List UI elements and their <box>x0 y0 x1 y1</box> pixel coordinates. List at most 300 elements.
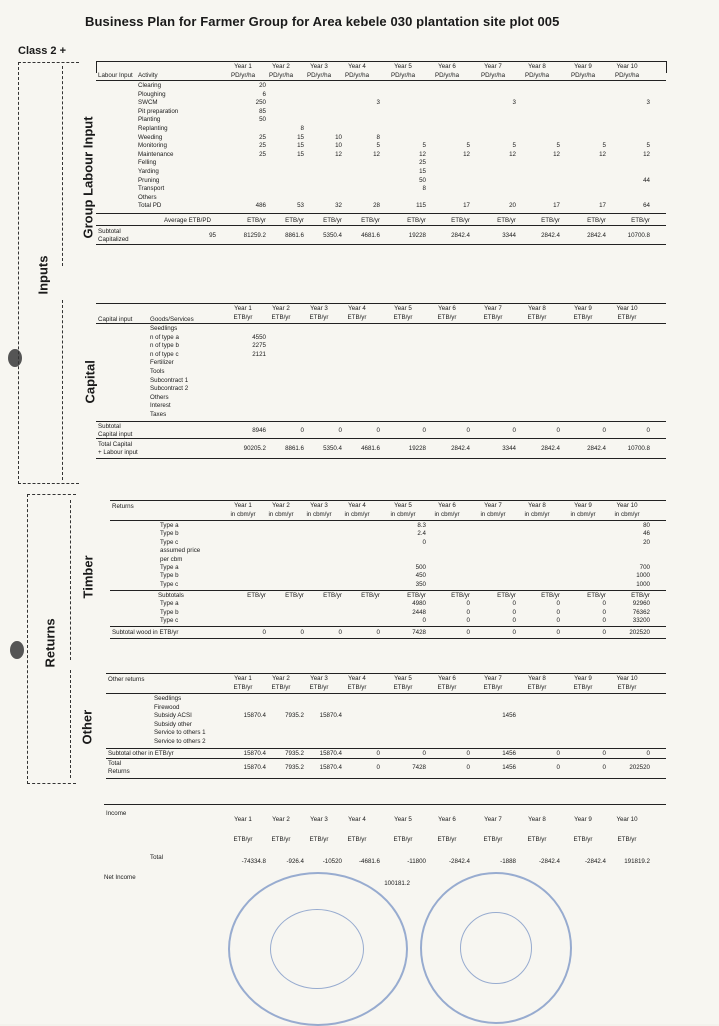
income-total-label: Total <box>150 854 164 861</box>
labour-subtotal-label: Subtotal <box>98 228 121 235</box>
income-unit-header: ETB/yr <box>233 836 253 843</box>
capital-row-8-label: Subcontract 2 <box>150 385 189 393</box>
income-unit-header: ETB/yr <box>309 836 329 843</box>
subtotal-wood-cell: 0 <box>512 629 516 637</box>
labour-subtotal-cell: 8861.6 <box>285 232 304 239</box>
income-year-header: Year 6 <box>438 816 456 823</box>
cooperative-stamp-left <box>228 872 408 1026</box>
capital-header-9-0: Year 9 <box>574 305 592 312</box>
labour-row-15-cell: 17 <box>599 202 606 210</box>
capital-row-7-label: Subcontract 1 <box>150 376 189 384</box>
other-row-3-cell: 15870.4 <box>243 712 266 720</box>
capital-row-5-label: Fertilizer <box>150 359 174 367</box>
income-top-rule <box>104 804 666 805</box>
labour-row-8-cell: 5 <box>512 142 516 150</box>
returns-label: Returns <box>42 618 58 668</box>
total-capital-cell: 5350.4 <box>323 444 342 452</box>
timber-row-6-label: Type a <box>160 564 179 571</box>
income-unit-header: ETB/yr <box>347 836 367 843</box>
timber-subrow-3-cell: 0 <box>466 617 470 624</box>
income-total-cell: -2842.4 <box>585 858 606 865</box>
subtotal-wood-cell: 0 <box>376 629 380 637</box>
other-header-10-1: ETB/yr <box>617 684 637 691</box>
income-year-header: Year 2 <box>272 816 290 823</box>
other-header-3-1: ETB/yr <box>309 684 329 691</box>
capital-header-10-0: Year 10 <box>616 305 638 312</box>
timber-header-1-1: in cbm/yr <box>230 511 256 518</box>
timber-header-6-1: in cbm/yr <box>434 511 460 518</box>
labour-header-10-1: PD/yr/ha <box>614 72 640 79</box>
capital-total-rule <box>96 458 666 459</box>
timber-row-1-label: Type a <box>160 522 179 529</box>
labour-row-7-cell: 25 <box>259 133 266 141</box>
total-returns-cell: 202520 <box>629 763 650 771</box>
other-row-6-label: Service to others 2 <box>154 738 206 745</box>
labour-avg-unit: ETB/yr <box>323 217 342 224</box>
subtotal-wood-cell: 0 <box>466 629 470 637</box>
timber-row-8-cell: 1000 <box>636 580 650 588</box>
capital-corner-label: Capital input <box>98 316 133 323</box>
labour-avg-unit: ETB/yr <box>587 217 606 224</box>
other-header-5-0: Year 5 <box>394 675 412 682</box>
capital-header-6-0: Year 6 <box>438 305 456 312</box>
other-header-9-0: Year 9 <box>574 675 592 682</box>
labour-row-8-cell: 5 <box>602 142 606 150</box>
timber-row-2-label: Type b <box>160 530 179 538</box>
total-capital-cell: 4681.6 <box>361 444 380 452</box>
timber-label: Timber <box>80 555 96 599</box>
other-row-3-cell: 7935.2 <box>285 712 304 720</box>
capital-subtotal-cell: 0 <box>556 426 560 434</box>
subtotal-other-cell: 0 <box>466 749 470 757</box>
labour-subtotal-cell: 19228 <box>408 232 426 239</box>
labour-row-15-cell: 53 <box>297 202 304 210</box>
other-corner-label: Other returns <box>108 676 145 683</box>
labour-corner-label: Labour Input <box>98 72 133 79</box>
timber-subrow-1-cell: 0 <box>466 600 470 608</box>
labour-header-9-1: PD/yr/ha <box>570 72 596 79</box>
capital-subtotal-cell: 0 <box>422 426 426 434</box>
total-capital-cell: 19228 <box>408 444 426 452</box>
other-header-5-1: ETB/yr <box>393 684 413 691</box>
subtotal-wood-cell: 0 <box>556 629 560 637</box>
class-label: Class 2 + <box>18 45 67 57</box>
labour-header-8-1: PD/yr/ha <box>524 72 550 79</box>
labour-row-9-cell: 12 <box>643 150 650 158</box>
capital-header-6-1: ETB/yr <box>437 314 457 321</box>
income-total-cell: -1888 <box>500 858 516 865</box>
labour-header-6-1: PD/yr/ha <box>434 72 460 79</box>
subtotal-wood-label: Subtotal wood in ETB/yr <box>112 629 179 637</box>
labour-right-rule <box>666 61 667 73</box>
timber-subrow-2-cell: 0 <box>466 608 470 616</box>
timber-corner-label: Returns <box>112 503 134 510</box>
total-capital-label: Total Capital <box>98 440 133 448</box>
labour-header-5-1: PD/yr/ha <box>390 72 416 79</box>
timber-row-5-label: per cbm <box>160 555 183 563</box>
income-unit-header: ETB/yr <box>437 836 457 843</box>
labour-row-8-cell: 5 <box>646 142 650 150</box>
income-corner-label: Income <box>106 810 127 817</box>
subtotal-other-cell: 7935.2 <box>285 749 304 757</box>
total-returns-label: Total <box>108 759 122 767</box>
timber-subrow-1-cell: 0 <box>556 600 560 608</box>
labour-row-1-label: Clearing <box>138 82 162 89</box>
subtotal-other-cell: 15870.4 <box>319 749 342 757</box>
timber-subtotal-unit: ETB/yr <box>587 592 606 600</box>
labour-header-1-1: PD/yr/ha <box>230 72 256 79</box>
other-row-3-cell: 1456 <box>502 712 516 720</box>
timber-subtotal-unit: ETB/yr <box>541 592 560 600</box>
timber-row-7-cell: 1000 <box>636 572 650 580</box>
labour-row-9-label: Maintenance <box>138 150 174 158</box>
income-unit-header: ETB/yr <box>483 836 503 843</box>
total-returns-cell: 7935.2 <box>285 763 304 771</box>
income-year-header: Year 9 <box>574 816 592 823</box>
timber-header-5-1: in cbm/yr <box>390 511 416 518</box>
capital-header-5-1: ETB/yr <box>393 314 413 321</box>
subtotal-other-cell: 0 <box>422 749 426 757</box>
labour-header-4-1: PD/yr/ha <box>344 72 370 79</box>
timber-header-9-0: Year 9 <box>574 502 592 509</box>
timber-wood-rule <box>110 626 666 627</box>
labour-row-7-cell: 10 <box>335 133 342 141</box>
capital-subtotal-cell: 0 <box>466 426 470 434</box>
other-header-6-0: Year 6 <box>438 675 456 682</box>
timber-row-8-cell: 350 <box>415 580 426 588</box>
income-total-cell: 191819.2 <box>624 858 650 865</box>
capital-row-4-label: n of type c <box>150 350 179 358</box>
timber-row-3-cell: 0 <box>422 538 426 546</box>
total-capital-label-2: + Labour input <box>98 448 138 456</box>
total-returns-cell: 0 <box>376 763 380 771</box>
timber-header-10-0: Year 10 <box>616 502 638 509</box>
income-unit-header: ETB/yr <box>393 836 413 843</box>
labour-row-12-label: Pruning <box>138 176 160 184</box>
timber-subtotal-unit: ETB/yr <box>451 592 470 600</box>
timber-header-10-1: in cbm/yr <box>614 511 640 518</box>
labour-avg-unit: ETB/yr <box>451 217 470 224</box>
labour-subtotal-cell: 4681.6 <box>361 232 380 239</box>
timber-subrow-2-cell: 2448 <box>412 608 426 616</box>
timber-header-4-0: Year 4 <box>348 502 366 509</box>
timber-subtotal-unit: ETB/yr <box>631 592 650 600</box>
labour-row-9-cell: 12 <box>373 150 380 158</box>
timber-subtotal-unit: ETB/yr <box>323 592 342 600</box>
labour-subtotal-cell: 5350.4 <box>323 232 342 239</box>
timber-row-6-cell: 700 <box>639 564 650 571</box>
labour-left-rule <box>96 61 97 73</box>
timber-header-8-1: in cbm/yr <box>524 511 550 518</box>
timber-subrow-3-cell: 0 <box>512 617 516 624</box>
other-header-7-1: ETB/yr <box>483 684 503 691</box>
capital-header-3-0: Year 3 <box>310 305 328 312</box>
income-total-cell: -10520 <box>322 858 342 865</box>
capital-row-2-label: n of type a <box>150 333 179 341</box>
other-row-3-label: Subsidy ACSI <box>154 712 192 720</box>
labour-row-15-cell: 17 <box>553 202 560 210</box>
total-returns-cell: 0 <box>602 763 606 771</box>
timber-subtotal-unit: ETB/yr <box>361 592 380 600</box>
inputs-label: Inputs <box>35 255 51 295</box>
labour-subtotal-cell: 2842.4 <box>451 232 470 239</box>
timber-header-3-0: Year 3 <box>310 502 328 509</box>
capital-header-10-1: ETB/yr <box>617 314 637 321</box>
labour-row-8-cell: 15 <box>297 142 304 150</box>
timber-subrow-2-cell: 0 <box>512 608 516 616</box>
timber-header-6-0: Year 6 <box>438 502 456 509</box>
cooperative-stamp-right <box>420 872 572 1024</box>
labour-row-8-cell: 5 <box>556 142 560 150</box>
labour-row-9-cell: 12 <box>335 150 342 158</box>
labour-header-7-1: PD/yr/ha <box>480 72 506 79</box>
timber-header-7-1: in cbm/yr <box>480 511 506 518</box>
capital-row-11-label: Taxes <box>150 411 167 418</box>
labour-avg-unit: ETB/yr <box>407 217 426 224</box>
timber-subtotals-label: Subtotals <box>158 592 184 600</box>
timber-header-1-0: Year 1 <box>234 502 252 509</box>
labour-row-11-label: Yarding <box>138 168 159 175</box>
subtotal-other-cell: 0 <box>602 749 606 757</box>
subtotal-wood-cell: 0 <box>262 629 266 637</box>
labour-header-10-0: Year 10 <box>616 63 638 70</box>
timber-row-7-cell: 450 <box>415 572 426 580</box>
capital-top-rule <box>96 303 666 304</box>
labour-row-8-cell: 5 <box>422 142 426 150</box>
other-label: Other <box>79 709 95 745</box>
labour-avg-unit: ETB/yr <box>631 217 650 224</box>
labour-row-7-label: Weeding <box>138 133 163 141</box>
income-total-cell: -2842.4 <box>539 858 560 865</box>
labour-top-rule <box>96 61 666 62</box>
other-header-2-0: Year 2 <box>272 675 290 682</box>
other-header-8-0: Year 8 <box>528 675 546 682</box>
total-capital-cell: 3344 <box>502 444 516 452</box>
timber-header-4-1: in cbm/yr <box>344 511 370 518</box>
capital-header-8-1: ETB/yr <box>527 314 547 321</box>
capital-header-9-1: ETB/yr <box>573 314 593 321</box>
labour-row-14-label: Others <box>138 193 157 201</box>
timber-subtotal-unit: ETB/yr <box>247 592 266 600</box>
labour-row-2-label: Ploughing <box>138 90 166 98</box>
capital-header-5-0: Year 5 <box>394 305 412 312</box>
labour-row-15-cell: 486 <box>255 202 266 210</box>
labour-row-3-cell: 3 <box>376 99 380 107</box>
subtotal-wood-cell: 0 <box>602 629 606 637</box>
capital-subtotal-cell: 0 <box>646 426 650 434</box>
subtotal-other-cell: 0 <box>376 749 380 757</box>
labour-row-1-cell: 20 <box>259 82 266 89</box>
other-rows-rule <box>106 748 666 749</box>
labour-row-9-cell: 15 <box>297 150 304 158</box>
labour-row-8-cell: 5 <box>376 142 380 150</box>
capital-subtotal-cell: 0 <box>512 426 516 434</box>
labour-header-9-0: Year 9 <box>574 63 592 70</box>
capital-rows-rule <box>96 421 666 422</box>
capital-header-1-1: ETB/yr <box>233 314 253 321</box>
total-returns-cell: 15870.4 <box>319 763 342 771</box>
income-total-cell: -2842.4 <box>449 858 470 865</box>
labour-subtotal-cell: 2842.4 <box>587 232 606 239</box>
labour-header-4-0: Year 4 <box>348 63 366 70</box>
labour-row-3-cell: 250 <box>255 99 266 107</box>
subtotal-wood-cell: 7428 <box>412 629 426 637</box>
timber-subrow-1-cell: 0 <box>602 600 606 608</box>
other-header-8-1: ETB/yr <box>527 684 547 691</box>
labour-row-9-cell: 12 <box>419 150 426 158</box>
timber-rows-rule <box>110 590 666 591</box>
timber-header-rule <box>110 520 666 521</box>
other-bottom-rule <box>106 778 666 779</box>
subtotal-wood-cell: 0 <box>300 629 304 637</box>
labour-header-3-1: PD/yr/ha <box>306 72 332 79</box>
timber-row-7-label: Type b <box>160 572 179 580</box>
timber-row-2-cell: 46 <box>643 530 650 538</box>
labour-row-9-cell: 12 <box>599 150 606 158</box>
total-capital-cell: 10700.8 <box>627 444 650 452</box>
total-returns-cell: 7428 <box>412 763 426 771</box>
other-header-10-0: Year 10 <box>616 675 638 682</box>
timber-subrow-1-cell: 0 <box>512 600 516 608</box>
timber-row-3-label: Type c <box>160 538 179 546</box>
labour-row-6-cell: 8 <box>300 125 304 132</box>
labour-row-9-cell: 12 <box>553 150 560 158</box>
total-returns-cell: 0 <box>556 763 560 771</box>
capital-row-2-cell: 4550 <box>252 333 266 341</box>
timber-row-1-cell: 8.3 <box>417 522 426 529</box>
income-unit-header: ETB/yr <box>617 836 637 843</box>
labour-header-rule <box>96 80 666 81</box>
labour-row-12-cell: 44 <box>643 176 650 184</box>
other-header-6-1: ETB/yr <box>437 684 457 691</box>
timber-subrow-1-cell: 92960 <box>632 600 650 608</box>
subtotal-other-cell: 15870.4 <box>243 749 266 757</box>
capital-row-3-label: n of type b <box>150 342 179 350</box>
labour-avg-unit: ETB/yr <box>285 217 304 224</box>
total-returns-label-2: Returns <box>108 767 130 775</box>
labour-avg-unit: ETB/yr <box>361 217 380 224</box>
labour-header-5-0: Year 5 <box>394 63 412 70</box>
labour-header-1-0: Year 1 <box>234 63 252 70</box>
total-capital-cell: 2842.4 <box>451 444 470 452</box>
capital-header-2-0: Year 2 <box>272 305 290 312</box>
capital-subtotal-label-2: Capital input <box>98 430 133 438</box>
capital-subtotal-cell: 0 <box>338 426 342 434</box>
timber-top-rule <box>110 500 666 501</box>
capital-header-3-1: ETB/yr <box>309 314 329 321</box>
timber-subtotal-unit: ETB/yr <box>285 592 304 600</box>
labour-row-8-cell: 5 <box>466 142 470 150</box>
other-row-5-label: Service to others 1 <box>154 729 206 737</box>
income-year-header: Year 7 <box>484 816 502 823</box>
capital-header-7-1: ETB/yr <box>483 314 503 321</box>
other-subtotal-rule <box>106 758 666 759</box>
labour-avg-unit: ETB/yr <box>247 217 266 224</box>
other-header-1-0: Year 1 <box>234 675 252 682</box>
labour-row-4-cell: 85 <box>259 107 266 115</box>
subtotal-wood-cell: 0 <box>338 629 342 637</box>
timber-subrow-3-label: Type c <box>160 617 179 624</box>
timber-subrow-3-cell: 0 <box>422 617 426 624</box>
timber-header-8-0: Year 8 <box>528 502 546 509</box>
labour-subtotal-cell: 2842.4 <box>541 232 560 239</box>
labour-header-7-0: Year 7 <box>484 63 502 70</box>
total-returns-cell: 15870.4 <box>243 763 266 771</box>
total-capital-cell: 8861.6 <box>285 444 304 452</box>
income-year-header: Year 3 <box>310 816 328 823</box>
income-unit-header: ETB/yr <box>271 836 291 843</box>
total-capital-cell: 2842.4 <box>541 444 560 452</box>
timber-header-7-0: Year 7 <box>484 502 502 509</box>
labour-avg-unit: ETB/yr <box>541 217 560 224</box>
capital-subtotal-cell: 0 <box>300 426 304 434</box>
net-income-label: Net Income <box>104 874 136 881</box>
capital-header-4-0: Year 4 <box>348 305 366 312</box>
labour-row-10-cell: 25 <box>419 159 426 167</box>
labour-header-8-0: Year 8 <box>528 63 546 70</box>
income-year-header: Year 4 <box>348 816 366 823</box>
capital-label: Capital <box>82 360 98 404</box>
other-header-4-1: ETB/yr <box>347 684 367 691</box>
timber-subrow-2-label: Type b <box>160 608 179 616</box>
timber-header-9-1: in cbm/yr <box>570 511 596 518</box>
labour-avg-rule <box>96 225 666 226</box>
income-total-cell: -74334.8 <box>241 858 266 865</box>
other-header-rule <box>106 693 666 694</box>
capital-row-9-label: Others <box>150 393 169 401</box>
timber-subrow-3-cell: 0 <box>556 617 560 624</box>
labour-row-8-label: Monitoring <box>138 142 167 150</box>
timber-row-4-label: assumed price <box>160 547 201 555</box>
capital-header-8-0: Year 8 <box>528 305 546 312</box>
labour-row-13-label: Transport <box>138 185 165 193</box>
labour-row-12-cell: 50 <box>419 176 426 184</box>
capital-header-1-0: Year 1 <box>234 305 252 312</box>
timber-subrow-2-cell: 0 <box>556 608 560 616</box>
labour-subtotal-cell: 10700.8 <box>627 232 650 239</box>
labour-row-9-cell: 25 <box>259 150 266 158</box>
labour-header-3-0: Year 3 <box>310 63 328 70</box>
labour-header-6-0: Year 6 <box>438 63 456 70</box>
timber-header-3-1: in cbm/yr <box>306 511 332 518</box>
income-unit-header: ETB/yr <box>573 836 593 843</box>
subtotal-wood-cell: 202520 <box>629 629 650 637</box>
timber-row-1-cell: 80 <box>643 522 650 529</box>
net-income-value: 100181.2 <box>384 880 410 887</box>
capital-row-10-label: Interest <box>150 402 171 410</box>
labour-row-5-label: Planting <box>138 116 161 124</box>
timber-subrow-2-cell: 0 <box>602 608 606 616</box>
capital-section-box <box>62 300 83 480</box>
labour-header-2-1: PD/yr/ha <box>268 72 294 79</box>
labour-row-3-label: SWCM <box>138 99 158 107</box>
capital-row-1-label: Seedlings <box>150 325 178 332</box>
timber-subtotal-unit: ETB/yr <box>407 592 426 600</box>
timber-header-5-0: Year 5 <box>394 502 412 509</box>
timber-subtotal-unit: ETB/yr <box>497 592 516 600</box>
other-header-1-1: ETB/yr <box>233 684 253 691</box>
timber-bottom-rule <box>110 638 666 639</box>
labour-row-15-cell: 17 <box>463 202 470 210</box>
income-year-header: Year 10 <box>616 816 638 823</box>
income-total-cell: -4681.6 <box>359 858 380 865</box>
labour-row-11-cell: 15 <box>419 168 426 175</box>
labour-row-6-label: Replanting <box>138 125 168 132</box>
subtotal-other-cell: 1456 <box>502 749 516 757</box>
income-year-header: Year 5 <box>394 816 412 823</box>
total-returns-cell: 1456 <box>502 763 516 771</box>
goods-header: Goods/Services <box>150 316 194 323</box>
